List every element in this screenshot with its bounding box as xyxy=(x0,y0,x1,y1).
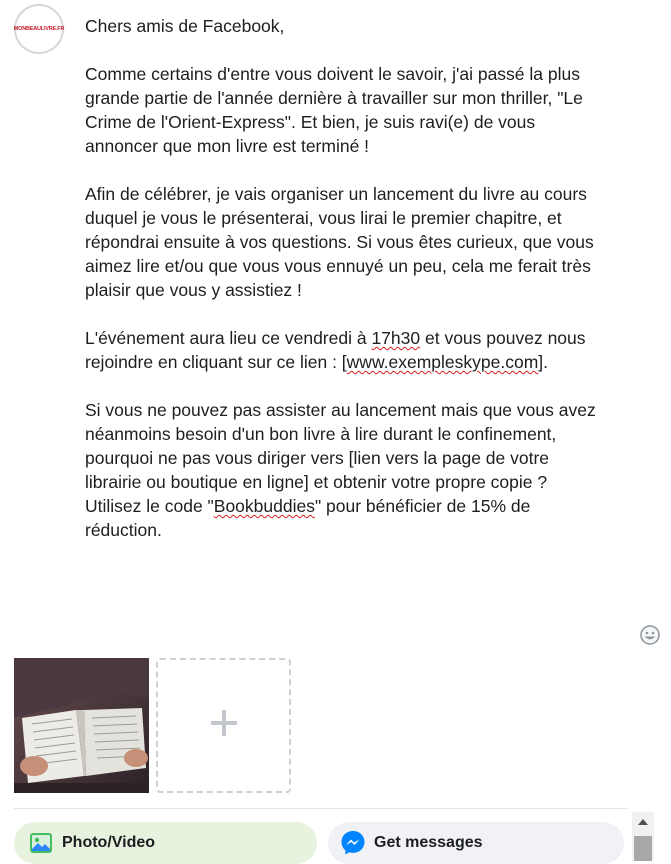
event-text-end: ]. xyxy=(538,352,549,372)
event-link[interactable]: www.exempleskype.com xyxy=(346,352,539,372)
event-time: 17h30 xyxy=(371,328,421,348)
photo-icon xyxy=(28,830,54,856)
post-paragraph-2: Afin de célébrer, je vais organiser un lancement du livre au cours duquel je vous le présenterai, vous lirai le premier chapitre, et répondrai ensuite à vos questions. Si vous êtes curieux, que vous aimez lire et/ou que vous vous ennuyé un peu, cela me ferait très plaisir que vous y assistiez ! xyxy=(85,184,594,300)
photo-video-label: Photo/Video xyxy=(62,834,156,851)
smiley-icon[interactable] xyxy=(640,625,660,645)
promo-text-start: Si vous ne pouvez pas assister au lancement mais que vous avez néanmoins besoin d'un bon livre à lire durant le confinement, pourquoi ne pas vous diriger vers [lien vers la page de votre librairie ou boutique en ligne] et obtenir votre propre copie ? Utilisez le code " xyxy=(85,400,596,516)
event-text-start: L'événement aura lieu ce vendredi à xyxy=(85,328,372,348)
page-avatar[interactable] xyxy=(14,4,64,54)
scroll-up-arrow-icon[interactable] xyxy=(632,812,654,832)
get-messages-button[interactable] xyxy=(328,822,624,864)
promo-text-end: " pour bénéficier de 15% de réduction. xyxy=(85,496,531,540)
photo-video-button[interactable] xyxy=(14,822,317,864)
post-greeting: Chers amis de Facebook, xyxy=(85,16,285,36)
post-paragraph-3 xyxy=(85,326,605,374)
plus-icon xyxy=(209,708,239,743)
messenger-icon xyxy=(340,830,366,856)
post-text-area[interactable] xyxy=(85,14,605,566)
promo-code: Bookbuddies xyxy=(213,496,315,516)
post-paragraph-1: Comme certains d'entre vous doivent le savoir, j'ai passé la plus grande partie de l'année dernière à travailler sur mon thriller, "Le Crime de l'Orient-Express". Et bien, je suis ravi(e) de vous annoncer que mon livre est terminé ! xyxy=(85,64,583,156)
page-logo xyxy=(13,9,65,49)
get-messages-label: Get messages xyxy=(374,834,483,851)
scrollbar-thumb[interactable] xyxy=(634,836,652,861)
logo-text: MONBEAULIVRE.FR xyxy=(13,26,65,32)
event-text-middle: et vous pouvez nous rejoindre en cliquant sur ce lien : [ xyxy=(85,328,586,372)
post-paragraph-4 xyxy=(85,398,605,542)
add-photo-tile[interactable] xyxy=(156,658,291,793)
attached-photo-thumbnail[interactable] xyxy=(14,658,149,793)
divider xyxy=(14,808,628,809)
